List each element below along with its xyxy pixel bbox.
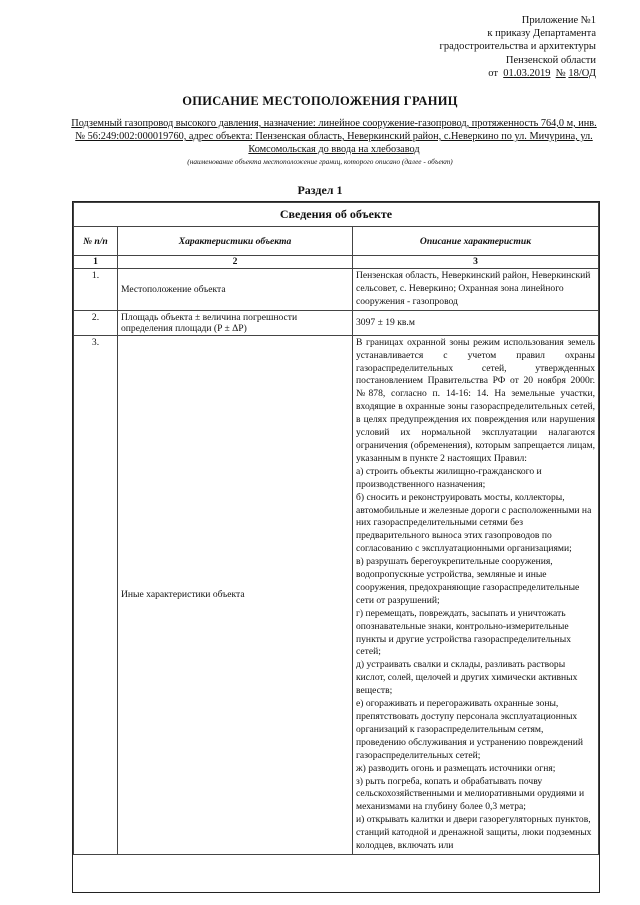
row-characteristic: Иные характеристики объекта [118, 335, 353, 854]
restriction-item: и) открывать калитки и двери газорегуляторных пунктов, станций катодной и дренажной защиты, люки подземных колодцев, включать или [356, 814, 592, 852]
object-description: Подземный газопровод высокого давления, назначение: линейное сооружение-газопровод, протяженность 764,0 м, инв.№ 56:249:002:000019760, адрес объекта: Пензенская область, Неверкинский район, с.Неверкино по ул. Мичурина, ул. Комсомольская до ввода на хлебозавод [71, 118, 597, 155]
row-value: 3097 ± 19 кв.м [353, 310, 599, 335]
column-header-description: Описание характеристик [353, 227, 599, 256]
table-row [74, 310, 599, 335]
object-info-table-frame [72, 201, 600, 893]
object-note: (наименование объекта местоположение границ, которого описано (далее - объект) [187, 157, 453, 166]
appendix-block [440, 14, 596, 80]
restriction-item: б) сносить и реконструировать мосты, коллекторы, автомобильные и железные дороги с расположенными на них газораспределительными сетями без предварительного выноса этих газопроводов по согласованию с эксплуатационными организациями; [356, 491, 592, 555]
restriction-item: ж) разводить огонь и размещать источники огня; [356, 762, 556, 774]
date-prefix: от [488, 67, 498, 79]
row-number: 1. [74, 269, 118, 311]
order-number-prefix: № [555, 67, 566, 79]
row-number: 3. [74, 335, 118, 854]
row-value-long [353, 335, 599, 854]
object-info-table [73, 202, 599, 855]
appendix-date-line [440, 67, 596, 80]
row-number: 2. [74, 310, 118, 335]
restriction-item: в) разрушать берегоукрепительные сооружения, водопропускные устройства, земляные и иные сооружения, предохраняющие газораспределительные сети от разрушений; [356, 556, 580, 606]
order-number: 18/ОД [568, 67, 596, 79]
restriction-item: е) огораживать и перегораживать охранные зоны, препятствовать доступу персонала эксплуатационных организаций к газораспределительным сетям, проведению обслуживания и устранению повреждений газораспределительных сетей; [356, 698, 584, 761]
column-number: 2 [118, 256, 353, 269]
table-row [74, 269, 599, 311]
appendix-line: Приложение №1 [521, 15, 596, 26]
document-title: ОПИСАНИЕ МЕСТОПОЛОЖЕНИЯ ГРАНИЦ [182, 94, 458, 108]
row-value: Пензенская область, Неверкинский район, Неверкинский сельсовет, с. Неверкино; Охранная зона линейного сооружения - газопровод [353, 269, 599, 311]
restriction-item: з) рыть погреба, копать и обрабатывать почву сельскохозяйственными и мелиоративными орудиями и механизмами на глубину более 0,3 метра; [356, 775, 585, 813]
row-characteristic: Площадь объекта ± величина погрешности определения площади (P ± ΔР) [118, 310, 353, 335]
section-heading: Раздел 1 [297, 183, 343, 197]
row-characteristic: Местоположение объекта [118, 269, 353, 311]
column-header-characteristic: Характеристики объекта [118, 227, 353, 256]
restrictions-intro: В границах охранной зоны режим использования земель устанавливается с учетом правил охраны газораспределительных сетей, утвержденных постановлением Правительства РФ от 20 ноября 2000г. №878, согласно п. 14-16: 14. На земельные участки, входящие в охранные зоны газораспределительных сетей, в целях предупреждения их повреждения или нарушения условий их нормальной эксплуатации налагаются ограничения (обременения), которым запрещается лицам, указанным в пункте 2 настоящих Правил: [356, 336, 595, 464]
restriction-item: г) перемещать, повреждать, засыпать и уничтожать опознавательные знаки, контрольно-измерительные пункты и другие устройства газораспределительных сетей; [356, 607, 571, 658]
column-header-number: № п/п [74, 227, 118, 256]
column-number: 1 [74, 256, 118, 269]
table-caption: Сведения об объекте [74, 203, 599, 227]
appendix-line: к приказу Департамента [487, 28, 596, 40]
column-number: 3 [353, 256, 599, 269]
appendix-line: градостроительства и архитектуры [439, 41, 596, 53]
order-date: 01.03.2019 [503, 67, 551, 79]
table-row [74, 335, 599, 854]
restriction-item: а) строить объекты жилищно-гражданского и производственного назначения; [356, 465, 542, 490]
appendix-line: Пензенской области [505, 54, 596, 66]
restriction-item: д) устраивать свалки и склады, разливать растворы кислот, солей, щелочей и других химически активных веществ; [356, 659, 578, 697]
